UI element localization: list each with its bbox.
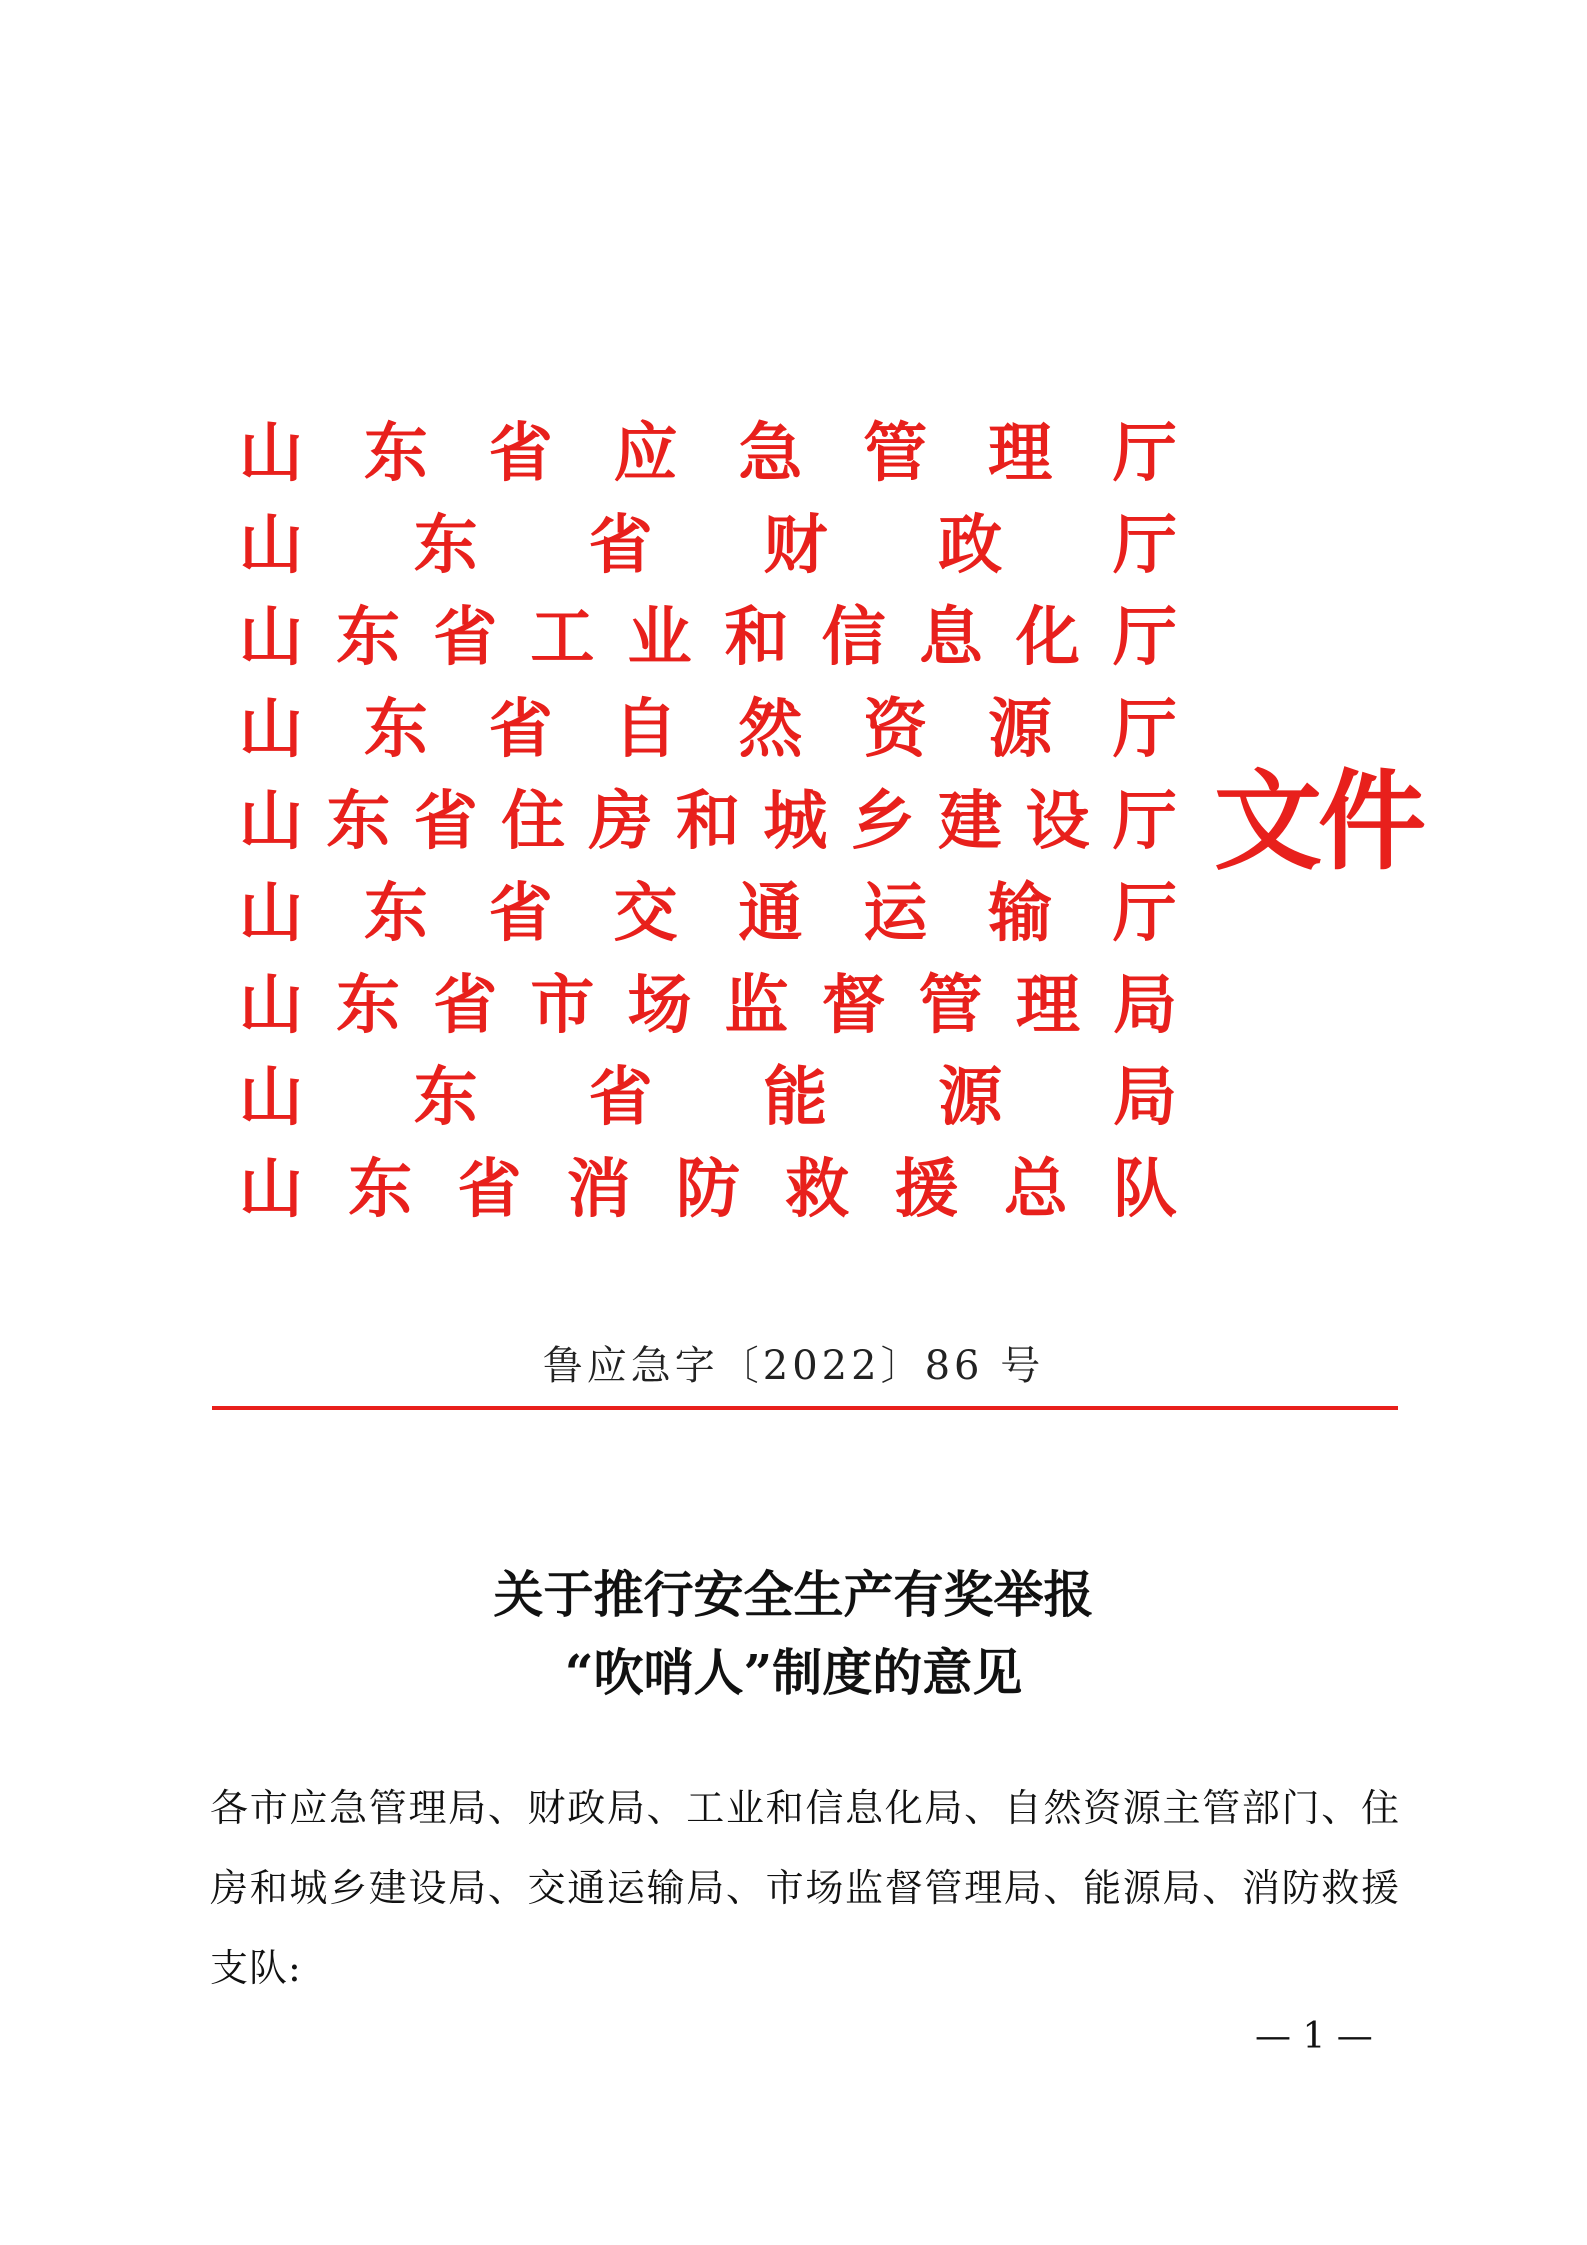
issuer-char: 厅 bbox=[1112, 508, 1177, 583]
issuer-char: 政 bbox=[938, 508, 1003, 583]
issuer-char: 市 bbox=[530, 968, 595, 1043]
issuer-char: 监 bbox=[724, 968, 789, 1043]
issuer-char: 总 bbox=[1003, 1152, 1068, 1227]
issuer-char: 设 bbox=[1025, 784, 1090, 859]
issuer-char: 乡 bbox=[850, 784, 915, 859]
issuer-char: 督 bbox=[821, 968, 886, 1043]
issuer-line bbox=[238, 868, 1178, 960]
issuer-line bbox=[238, 1052, 1178, 1144]
issuer-char: 东 bbox=[326, 784, 391, 859]
title-line-2: “吹哨人”制度的意见 bbox=[564, 1643, 1023, 1702]
issuer-char: 源 bbox=[938, 1060, 1003, 1135]
issuer-char: 急 bbox=[738, 416, 803, 491]
issuer-char: 通 bbox=[738, 876, 803, 951]
issuer-char: 息 bbox=[918, 600, 983, 675]
red-divider bbox=[212, 1406, 1398, 1410]
issuer-char: 业 bbox=[627, 600, 692, 675]
issuer-char: 自 bbox=[613, 692, 678, 767]
issuer-char: 理 bbox=[988, 416, 1053, 491]
issuer-char: 建 bbox=[938, 784, 1003, 859]
issuer-char: 工 bbox=[530, 600, 595, 675]
issuer-char: 省 bbox=[488, 416, 553, 491]
issuer-char: 厅 bbox=[1112, 600, 1177, 675]
issuer-char: 队 bbox=[1113, 1152, 1177, 1227]
issuer-char: 和 bbox=[675, 784, 740, 859]
issuer-char: 厅 bbox=[1112, 784, 1177, 859]
issuing-authorities bbox=[238, 408, 1178, 1236]
issuer-char: 厅 bbox=[1112, 416, 1177, 491]
issuer-char: 局 bbox=[1112, 1060, 1177, 1135]
document-number: 鲁应急字〔2022〕86 号 bbox=[542, 1343, 1045, 1389]
issuer-char: 防 bbox=[676, 1152, 740, 1227]
issuer-char: 场 bbox=[627, 968, 692, 1043]
issuer-char: 管 bbox=[863, 416, 928, 491]
issuer-char: 厅 bbox=[1112, 692, 1177, 767]
issuer-char: 资 bbox=[863, 692, 928, 767]
issuer-char: 省 bbox=[588, 1060, 653, 1135]
issuer-char: 东 bbox=[363, 692, 428, 767]
issuer-char: 然 bbox=[738, 692, 803, 767]
issuer-char: 省 bbox=[488, 876, 553, 951]
issuer-char: 输 bbox=[988, 876, 1053, 951]
issuer-char: 交 bbox=[613, 876, 678, 951]
issuer-char: 救 bbox=[785, 1152, 850, 1227]
issuer-char: 信 bbox=[821, 600, 886, 675]
issuer-line bbox=[238, 684, 1178, 776]
document-title bbox=[0, 1556, 1587, 1712]
issuer-char: 山 bbox=[239, 876, 303, 951]
issuer-char: 山 bbox=[239, 968, 303, 1043]
issuer-char: 房 bbox=[588, 784, 653, 859]
salutation: 各市应急管理局、财政局、工业和信息化局、自然资源主管部门、住房和城乡建设局、交通运输局、市场监督管理局、能源局、消防救援支队: bbox=[210, 1786, 1400, 1990]
issuer-char: 局 bbox=[1112, 968, 1177, 1043]
issuer-char: 省 bbox=[457, 1152, 522, 1227]
issuer-line bbox=[238, 776, 1178, 868]
issuer-char: 东 bbox=[363, 416, 428, 491]
issuer-char: 省 bbox=[433, 600, 498, 675]
issuer-char: 住 bbox=[501, 784, 566, 859]
issuer-char: 东 bbox=[336, 968, 401, 1043]
issuer-line bbox=[238, 500, 1178, 592]
issuer-line bbox=[238, 408, 1178, 500]
issuer-char: 省 bbox=[413, 784, 478, 859]
issuer-char: 山 bbox=[239, 508, 303, 583]
issuer-char: 山 bbox=[239, 600, 303, 675]
issuer-char: 源 bbox=[988, 692, 1053, 767]
issuer-char: 省 bbox=[588, 508, 653, 583]
issuer-char: 运 bbox=[863, 876, 928, 951]
issuer-char: 城 bbox=[763, 784, 828, 859]
issuer-char: 和 bbox=[724, 600, 789, 675]
issuer-char: 厅 bbox=[1112, 876, 1177, 951]
issuer-char: 应 bbox=[613, 416, 678, 491]
issuer-char: 援 bbox=[894, 1152, 959, 1227]
issuer-line bbox=[238, 1144, 1178, 1236]
issuer-char: 省 bbox=[433, 968, 498, 1043]
issuer-char: 化 bbox=[1015, 600, 1080, 675]
issuer-char: 东 bbox=[348, 1152, 413, 1227]
issuer-char: 东 bbox=[336, 600, 401, 675]
issuer-char: 山 bbox=[239, 784, 303, 859]
issuer-char: 财 bbox=[763, 508, 828, 583]
issuer-char: 山 bbox=[239, 1152, 303, 1227]
issuer-char: 山 bbox=[239, 1060, 303, 1135]
issuer-char: 省 bbox=[488, 692, 553, 767]
issuer-char: 能 bbox=[763, 1060, 828, 1135]
issuer-char: 消 bbox=[566, 1152, 631, 1227]
issuer-char: 东 bbox=[363, 876, 428, 951]
file-label: 文件 bbox=[1214, 759, 1423, 885]
issuer-char: 山 bbox=[239, 416, 303, 491]
issuer-char: 东 bbox=[413, 1060, 478, 1135]
title-line-1: 关于推行安全生产有奖举报 bbox=[493, 1565, 1094, 1624]
page-number: — 1 — bbox=[1255, 2016, 1373, 2057]
issuer-line bbox=[238, 592, 1178, 684]
issuer-char: 管 bbox=[918, 968, 983, 1043]
issuer-char: 东 bbox=[413, 508, 478, 583]
issuer-line bbox=[238, 960, 1178, 1052]
issuer-char: 理 bbox=[1015, 968, 1080, 1043]
issuer-char: 山 bbox=[239, 692, 303, 767]
